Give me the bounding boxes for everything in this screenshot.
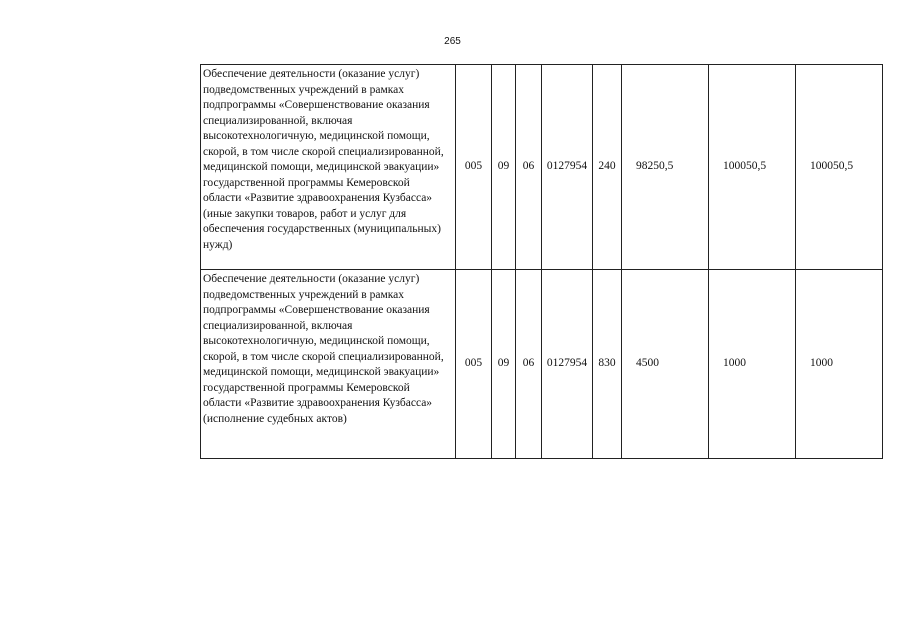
ministry-code: 005 — [456, 270, 492, 459]
row-description — [201, 65, 456, 270]
amount-year-3: 100050,5 — [796, 65, 883, 270]
amount-year-2: 1000 — [709, 270, 796, 459]
description-line: скорой, в том числе скорой специализированной, — [203, 145, 444, 158]
section-code: 09 — [492, 65, 516, 270]
expense-type-code: 830 — [593, 270, 622, 459]
subsection-code: 06 — [516, 270, 542, 459]
expense-type-code: 240 — [593, 65, 622, 270]
amount-year-2: 100050,5 — [709, 65, 796, 270]
description-line: области «Развитие здравоохранения Кузбасса» — [203, 397, 433, 409]
description-line: высокотехнологичную, медицинской помощи, — [203, 335, 430, 347]
description-line: специализированной, включая — [203, 319, 353, 332]
description-line: подведомственных учреждений в рамках — [203, 288, 404, 301]
target-article-code: 0127954 — [542, 270, 593, 459]
description-line: Обеспечение деятельности (оказание услуг) — [203, 273, 420, 285]
description-line: Обеспечение деятельности (оказание услуг) — [203, 68, 420, 80]
amount-year-1: 98250,5 — [622, 65, 709, 270]
subsection-code: 06 — [516, 65, 542, 270]
table-row — [201, 65, 883, 270]
description-line: подпрограммы «Совершенствование оказания — [203, 99, 430, 111]
budget-table — [200, 64, 883, 459]
amount-year-3: 1000 — [796, 270, 883, 459]
table-row — [201, 270, 883, 459]
section-code: 09 — [492, 270, 516, 459]
row-description — [201, 270, 456, 459]
page-number: 265 — [444, 36, 461, 47]
description-line: государственной программы Кемеровской — [203, 381, 410, 394]
description-line: подпрограммы «Совершенствование оказания — [203, 304, 430, 316]
description-line: подведомственных учреждений в рамках — [203, 83, 404, 96]
description-line: (исполнение судебных актов) — [203, 412, 347, 425]
description-line: скорой, в том числе скорой специализированной, — [203, 350, 444, 363]
ministry-code: 005 — [456, 65, 492, 270]
description-line: специализированной, включая — [203, 114, 353, 127]
amount-year-1: 4500 — [622, 270, 709, 459]
description-line: медицинской помощи, медицинской эвакуации» — [203, 161, 440, 173]
description-line: обеспечения государственных (муниципальных) — [203, 223, 441, 235]
description-line: высокотехнологичную, медицинской помощи, — [203, 130, 430, 142]
description-line: нужд) — [203, 238, 233, 251]
target-article-code: 0127954 — [542, 65, 593, 270]
description-line: медицинской помощи, медицинской эвакуации» — [203, 366, 440, 378]
description-line: (иные закупки товаров, работ и услуг для — [203, 207, 407, 220]
description-line: области «Развитие здравоохранения Кузбасса» — [203, 192, 433, 204]
description-line: государственной программы Кемеровской — [203, 176, 410, 189]
